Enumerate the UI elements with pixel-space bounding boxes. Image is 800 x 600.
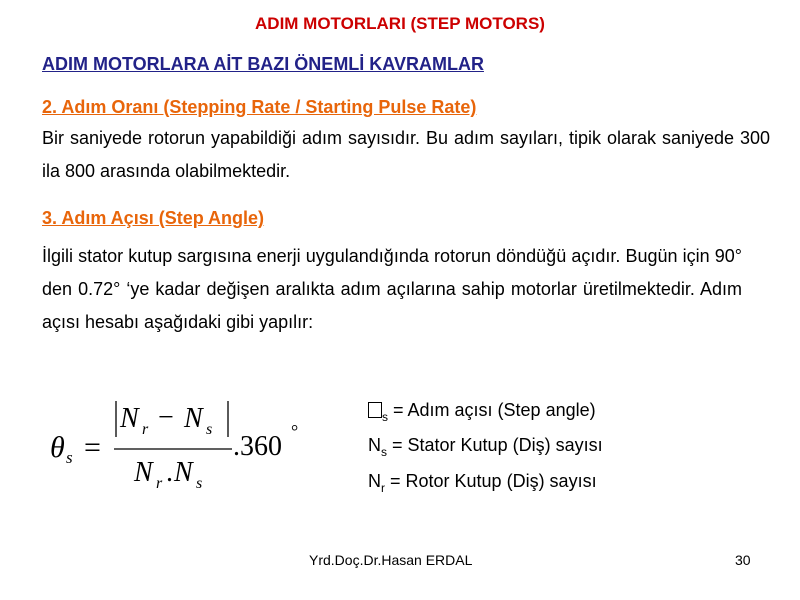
formula-num-b: N xyxy=(184,403,203,434)
formula-den-sep: . xyxy=(166,457,173,488)
section-2-heading: 2. Adım Oranı (Stepping Rate / Starting Pulse Rate) xyxy=(42,97,477,117)
legend-item-nr: $N_r$ = Rotor Kutup (Diş) sayısı xyxy=(368,471,597,495)
formula-degree: ° xyxy=(291,421,299,441)
formula-equals: = xyxy=(84,431,101,464)
formula-multiplier: .360 xyxy=(233,431,282,462)
legend-item-theta: $_s$ = Adım açısı (Step angle) xyxy=(368,400,596,421)
formula-num-b-sub: s xyxy=(206,421,213,438)
section-2-text: Bir saniyede rotorun yapabildiği adım sayısıdır. Bu adım sayıları, tipik olarak saniyede 300 ila 800 arasında olabilmektedir. xyxy=(42,128,770,181)
legend-item-ns: $N_s$ = Stator Kutup (Diş) sayısı xyxy=(368,435,603,459)
section-3-text: İlgili stator kutup sargısına enerji uygulandığında rotorun döndüğü açıdır. Bugün için 90° den 0.72° ‘ye kadar değişen aralıkta adım açılarına sahip motorlar üretilmektedir. Adım açısı hesabı aşağıdaki gibi yapılır: xyxy=(42,246,742,332)
missing-glyph-icon xyxy=(368,402,382,418)
formula-theta-sub: s xyxy=(66,448,73,467)
formula-num-a: N xyxy=(120,403,139,434)
footer-author: Yrd.Doç.Dr.Hasan ERDAL xyxy=(309,552,473,568)
formula-den-b: N xyxy=(174,457,193,488)
formula-den-b-sub: s xyxy=(196,475,203,492)
section-3-heading: 3. Adım Açısı (Step Angle) xyxy=(42,208,265,228)
step-angle-formula xyxy=(50,395,350,495)
formula-den-a: N xyxy=(134,457,153,488)
page-number: 30 xyxy=(735,552,751,568)
slide-title: ADIM MOTORLARI (STEP MOTORS) xyxy=(255,14,545,33)
formula-minus: − xyxy=(158,402,174,433)
formula-theta: θ xyxy=(50,431,65,464)
formula-den-a-sub: r xyxy=(156,475,163,492)
formula-num-a-sub: r xyxy=(142,421,149,438)
slide-subtitle: ADIM MOTORLARA AİT BAZI ÖNEMLİ KAVRAMLAR xyxy=(42,54,484,74)
